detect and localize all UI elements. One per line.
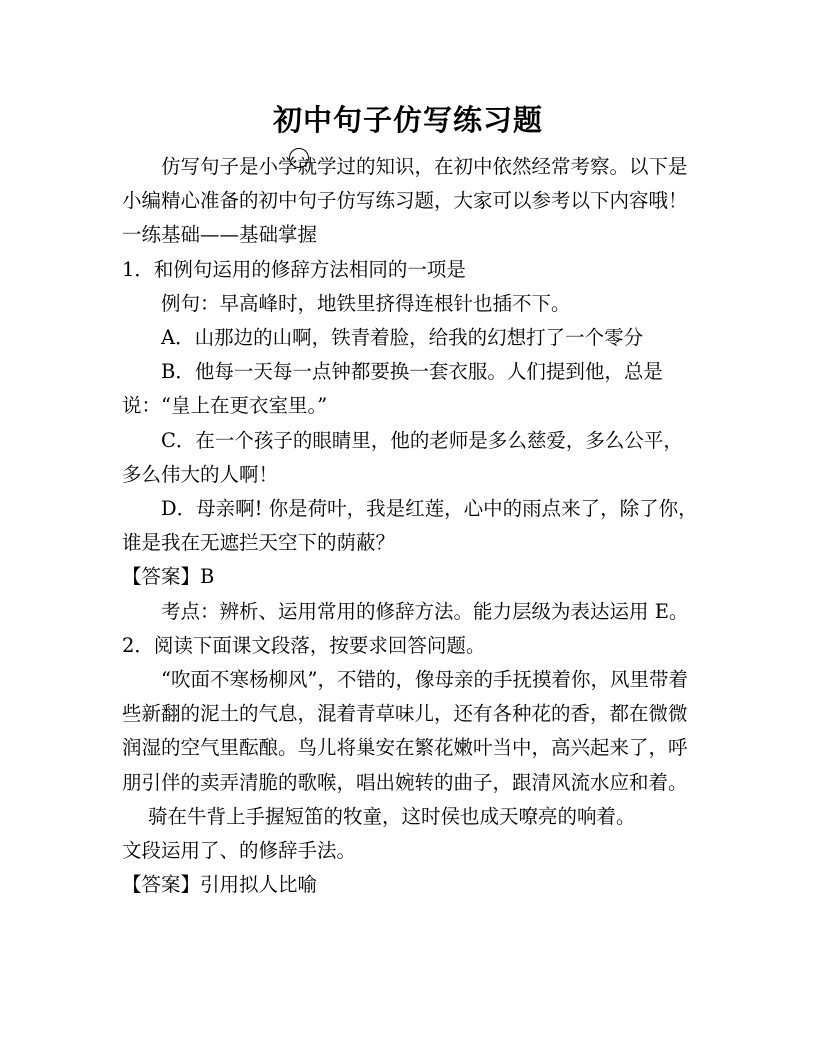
page-title: 初中句子仿写练习题 [272, 103, 543, 137]
answer-2: 【答案】引用拟人比喻 [122, 873, 318, 897]
section-heading: 一练基础——基础掌握 [122, 223, 318, 247]
intro-text-start: 仿写句子是小学 [161, 155, 298, 178]
question-2-prompt: 文段运用了、的修辞手法。 [122, 839, 357, 863]
example-sentence: 例句：早高峰时，地铁里挤得连根针也插不下。 [161, 291, 571, 315]
option-b: B．他每一天每一点钟都要换一套衣服。人们提到他，总是说：“皇上在更衣室里。” [122, 360, 663, 418]
question-1: 1．和例句运用的修辞方法相同的一项是 [122, 257, 466, 281]
passage-text-main: “吹面不寒杨柳风”，不错的，像母亲的手抚摸着你，风里带着些新翻的泥土的气息，混着青草味儿，还有各种花的香，都在微微润湿的空气里酝酿。鸟儿将巢安在繁花嫩叶当中，高兴起来了，呼朋引伴的卖弄清脆的歌喉，唱出婉转的曲子，跟清风流水应和着。 [122, 668, 688, 794]
intro-text-end: 就学过的知识，在初中依然经常考察。以下是小编精心准备的初中句子仿写练习题，大家可以参考以下内容哦！ [122, 155, 688, 213]
option-d: D．母亲啊! 你是荷叶，我是红莲，心中的雨点来了，除了你，谁是我在无遮拦天空下的荫蔽？ [122, 497, 698, 555]
question-2: 2．阅读下面课文段落，按要求回答问题。 [122, 633, 486, 657]
reading-passage [122, 663, 702, 834]
intro-paragraph [122, 150, 702, 218]
option-a: A．山那边的山啊，铁青着脸，给我的幻想打了一个零分 [161, 326, 644, 350]
passage-text-end: 骑在牛背上手握短笛的牧童，这时侯也成天嘹亮的响着。 [148, 804, 636, 828]
answer-1: 【答案】B [122, 565, 215, 589]
exam-point-1: 考点：辨析、运用常用的修辞方法。能力层级为表达运用 E。 [161, 599, 689, 623]
option-c: C．在一个孩子的眼睛里，他的老师是多么慈爱，多么公平，多么伟大的人啊！ [122, 428, 683, 486]
document-body [122, 150, 702, 902]
